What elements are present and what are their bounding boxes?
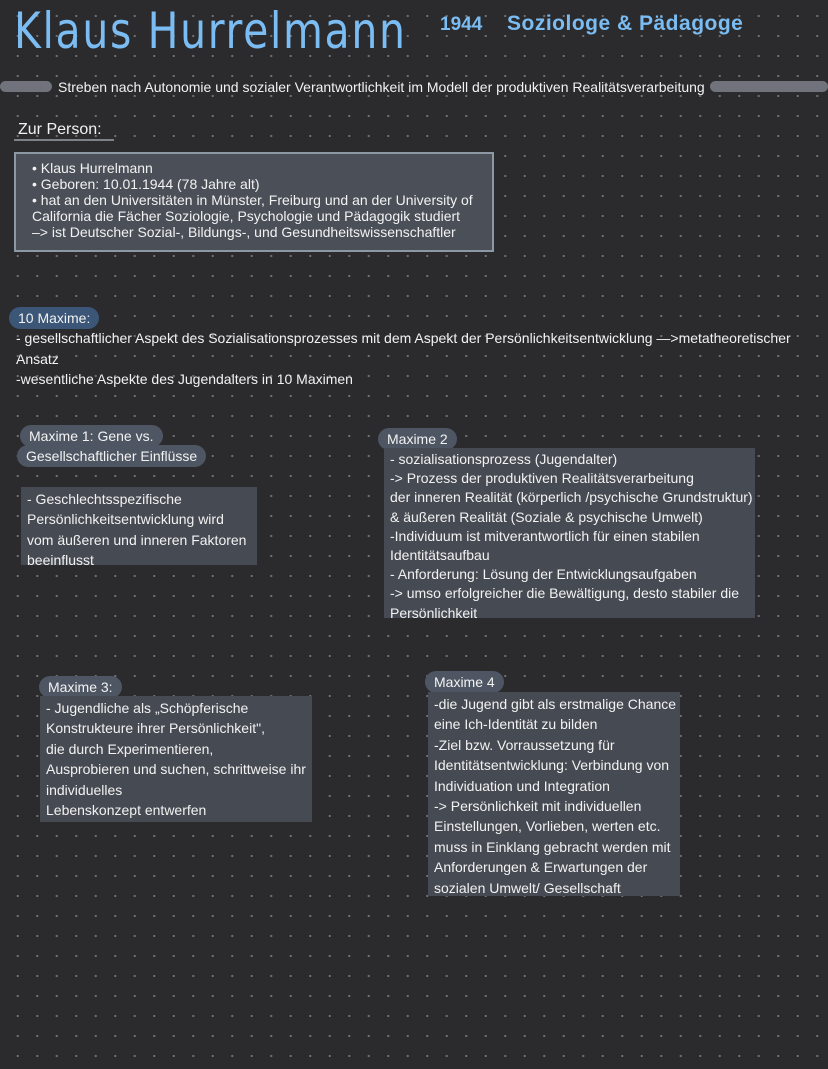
maxime3-line: Lebenskonzept entwerfen — [46, 802, 207, 819]
maxime3-line: Ausprobieren und suchen, schrittweise ihr — [46, 761, 306, 778]
maxime4-line: Einstellungen, Vorlieben, werten etc. — [434, 818, 661, 835]
maxime4-line: eine Ich-Identität zu bilden — [434, 716, 598, 733]
maxime4-line: Individuation und Integration — [434, 777, 610, 794]
person-line: –> ist Deutscher Sozial-, Bildungs-, und Gesundheitswissenschaftler — [32, 224, 456, 240]
maxime2-line: -Individuum ist mitverantwortlich für einen stabilen — [390, 527, 700, 544]
subtitle-bar-right — [710, 81, 828, 92]
maxime1-line: Persönlichkeitsentwicklung wird — [27, 511, 224, 528]
maxime3-label: Maxime 3: — [39, 676, 122, 698]
maxime3-line: individuelles — [46, 781, 123, 798]
maxime4-line: -Ziel bzw. Vorraussetzung für — [434, 736, 615, 753]
intro-line: - gesellschaftlicher Aspekt des Sozialisationsprozesses mit dem Aspekt der Persönlichkeitsentwicklung —>metatheoretischer — [16, 330, 791, 346]
page-title: Klaus Hurrelmann — [14, 2, 407, 60]
maxime3-line: Konstrukteure ihrer Persönlichkeit", — [46, 720, 265, 737]
maxime4-line: sozialen Umwelt/ Gesellschaft — [434, 879, 621, 896]
person-info-box — [14, 152, 494, 252]
subtitle-bar-left — [0, 81, 52, 92]
maxime4-label: Maxime 4 — [425, 671, 504, 693]
maxime1-line: - Geschlechtsspezifische — [27, 491, 182, 507]
birth-year: 1944 — [440, 14, 483, 35]
maxime4-line: Identitätsentwicklung: Verbindung von — [434, 757, 670, 774]
maxime1-line: beeinflusst — [27, 552, 94, 569]
maxime2-line: Persönlichkeit — [390, 604, 478, 621]
maxime4-line: -die Jugend gibt als erstmalige Chance — [434, 696, 677, 712]
maxime2-card — [384, 448, 755, 621]
intro-line: -wesentliche Aspekte des Jugendalters in 10 Maximen — [16, 371, 353, 387]
person-line: • Geboren: 10.01.1944 (78 Jahre alt) — [32, 176, 260, 192]
maxime1-card — [21, 487, 257, 569]
maxime1-line: vom äußeren und inneren Faktoren — [27, 531, 247, 548]
person-heading-underline — [14, 139, 114, 141]
person-line: • hat an den Universitäten in Münster, Freiburg und an der University of — [32, 192, 473, 208]
profession-label: Soziologe & Pädagoge — [507, 12, 744, 35]
maxime4-line: -> Persönlichkeit mit individuellen — [434, 798, 642, 815]
maxime4-line: Anforderungen & Erwartungen der — [434, 859, 648, 876]
maxime3-line: - Jugendliche als „Schöpferische — [46, 700, 249, 716]
maxime2-line: -> Prozess der produktiven Realitätsverarbeitung — [390, 470, 694, 487]
maxime3-line: die durch Experimentieren, — [46, 740, 214, 757]
maxime2-line: Identitätsaufbau — [390, 547, 490, 564]
maxime3-card — [40, 696, 312, 822]
maxime2-line: - Anforderung: Lösung der Entwicklungsaufgaben — [390, 566, 697, 583]
maxime4-line: muss in Einklang gebracht werden mit — [434, 838, 671, 855]
maxime2-line: & äußeren Realität (Soziale & psychische Umwelt) — [390, 508, 703, 525]
intro-line: Ansatz — [16, 350, 59, 367]
person-line: California die Fächer Soziologie, Psychologie und Pädagogik studiert — [32, 208, 461, 224]
maxime-intro-text — [16, 328, 816, 390]
maxime1-label-line2: Gesellschaftlicher Einflüsse — [17, 445, 206, 467]
maxime2-line: der inneren Realität (körperlich /psychische Grundstruktur) — [390, 489, 753, 506]
maxime4-card — [428, 692, 680, 896]
maxime2-line: -> umso erfolgreicher die Bewältigung, desto stabiler die — [390, 585, 740, 602]
maxime2-label: Maxime 2 — [378, 428, 457, 450]
person-line: • Klaus Hurrelmann — [32, 160, 153, 176]
maxime1-label-line1: Maxime 1: Gene vs. — [20, 425, 163, 447]
person-heading: Zur Person: — [18, 121, 102, 138]
maxime2-line: - sozialisationsprozess (Jugendalter) — [390, 451, 618, 467]
page-subtitle: Streben nach Autonomie und sozialer Verantwortlichkeit im Modell der produktiven Realitätsverarbeitung — [58, 79, 705, 95]
maxime-intro-label: 10 Maxime: — [9, 307, 99, 329]
